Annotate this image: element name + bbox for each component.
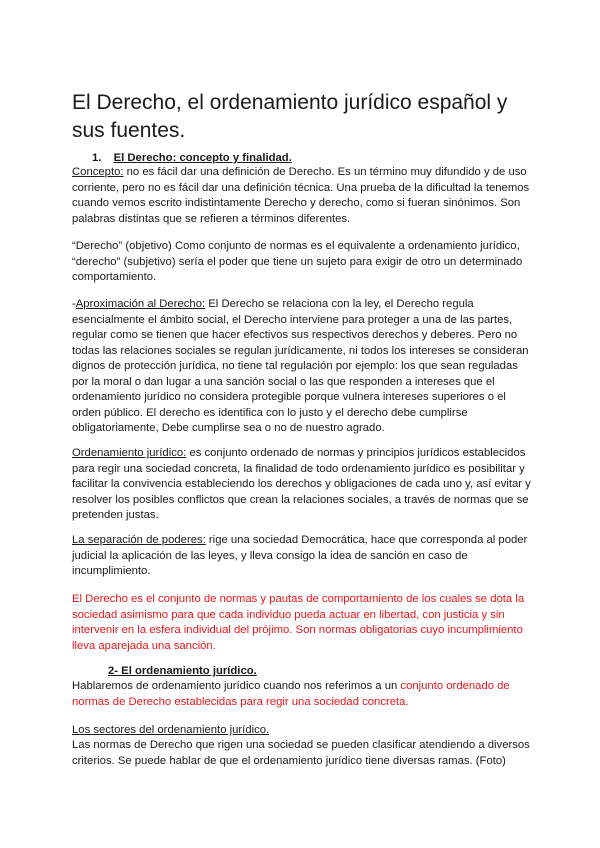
separacion-label: La separación de poderes: (72, 534, 206, 546)
paragraph-concepto (72, 165, 532, 227)
section-2-heading (108, 664, 257, 680)
aproximacion-text: El Derecho se relaciona con la ley, el Derecho regula esencialmente el ámbito social, el Derecho interviene para proteger a una de las partes, regular como se tienen que hacer efectivos sus respectivos derechos y deberes. Pero no todas las relaciones sociales se regulan jurídicamente, ni todos los intereses se consideran dignos de protección jurídica, no tiene tal regulación por ejemplo: los que sean reguladas por la moral o dan lugar a una sanción social o las que responden a intereses que el ordenamiento jurídico no considera protegible porque vulnera intereses superiores o el orden público. El derecho es identifica con lo justo y el derecho debe cumplirse obligatoriamente, Debe cumplirse sea o no de nuestro agrado. (72, 298, 529, 434)
paragraph-aproximacion (72, 297, 532, 437)
ordenamiento-intro-text: Hablaremos de ordenamiento jurídico cuando nos referimos a un (72, 680, 401, 692)
paragraph-sectores (72, 738, 532, 769)
concepto-text: no es fácil dar una definición de Derecho. Es un término muy difundido y de uso corriente, pero no es fácil dar una definición técnica. Una prueba de la dificultad la tenemos cuando vemos escrito indistintamente Derecho y derecho, como si fueran sinónimos. Son palabras distintas que se refieren a términos diferentes. (72, 166, 530, 225)
sectores-heading (72, 723, 532, 739)
ordenamiento-intro-highlight: conjunto ordenado de normas de Derecho establecidas para regir una sociedad concreta. (72, 680, 510, 708)
ordenamiento-label: Ordenamiento jurídico: (72, 447, 187, 459)
section-1-title: El Derecho: concepto y finalidad. (113, 152, 292, 164)
separacion-text: rige una sociedad Democrática, hace que corresponda al poder judicial la aplicación de las leyes, y lleva consigo la idea de sanción en caso de incumplimiento. (72, 534, 528, 577)
aproximacion-prefix: - (72, 298, 76, 310)
section-1-number: 1. (92, 152, 102, 164)
aproximacion-label: Aproximación al Derecho: (75, 298, 206, 310)
page-title: El Derecho, el ordenamiento jurídico español y sus fuentes. (72, 91, 508, 142)
paragraph-separacion-poderes (72, 533, 532, 580)
sectores-text: Las normas de Derecho que rigen una sociedad se pueden clasificar atendiendo a diversos criterios. Se puede hablar de que el ordenamiento jurídico tiene diversas ramas. (Foto) (72, 739, 530, 767)
paragraph-ordenamiento-intro (72, 679, 532, 710)
paragraph-derecho-objetivo (72, 239, 532, 286)
paragraph-definicion-derecho (72, 592, 532, 654)
ordenamiento-text: es conjunto ordenado de normas y principios jurídicos establecidos para regir una sociedad concreta, la finalidad de todo ordenamiento jurídico es posibilitar y facilitar la convivencia estableciendo los derechos y obligaciones de cada uno y, así evitar y resolver los posibles conflictos que crean la relaciones sociales, a través de normas que se pretenden justas. (72, 447, 531, 521)
sectores-title: Los sectores del ordenamiento jurídico. (72, 724, 270, 736)
paragraph-ordenamiento (72, 446, 532, 524)
derecho-objetivo-text: “Derecho” (objetivo) Como conjunto de normas es el equivalente a ordenamiento jurídico, “derecho” (subjetivo) sería el poder que tiene un sujeto para exigir de otro un determinado comportamiento. (72, 240, 523, 283)
concepto-label: Concepto: (72, 166, 124, 178)
section-2-title: 2- El ordenamiento jurídico. (108, 665, 257, 677)
definicion-text: El Derecho es el conjunto de normas y pautas de comportamiento de los cuales se dota la sociedad asimismo para que cada individuo pueda actuar en libertad, con justicia y sin intervenir en la esfera individual del prójimo. Son normas obligatorias cuyo incumplimiento lleva aparejada una sanción. (72, 593, 525, 652)
